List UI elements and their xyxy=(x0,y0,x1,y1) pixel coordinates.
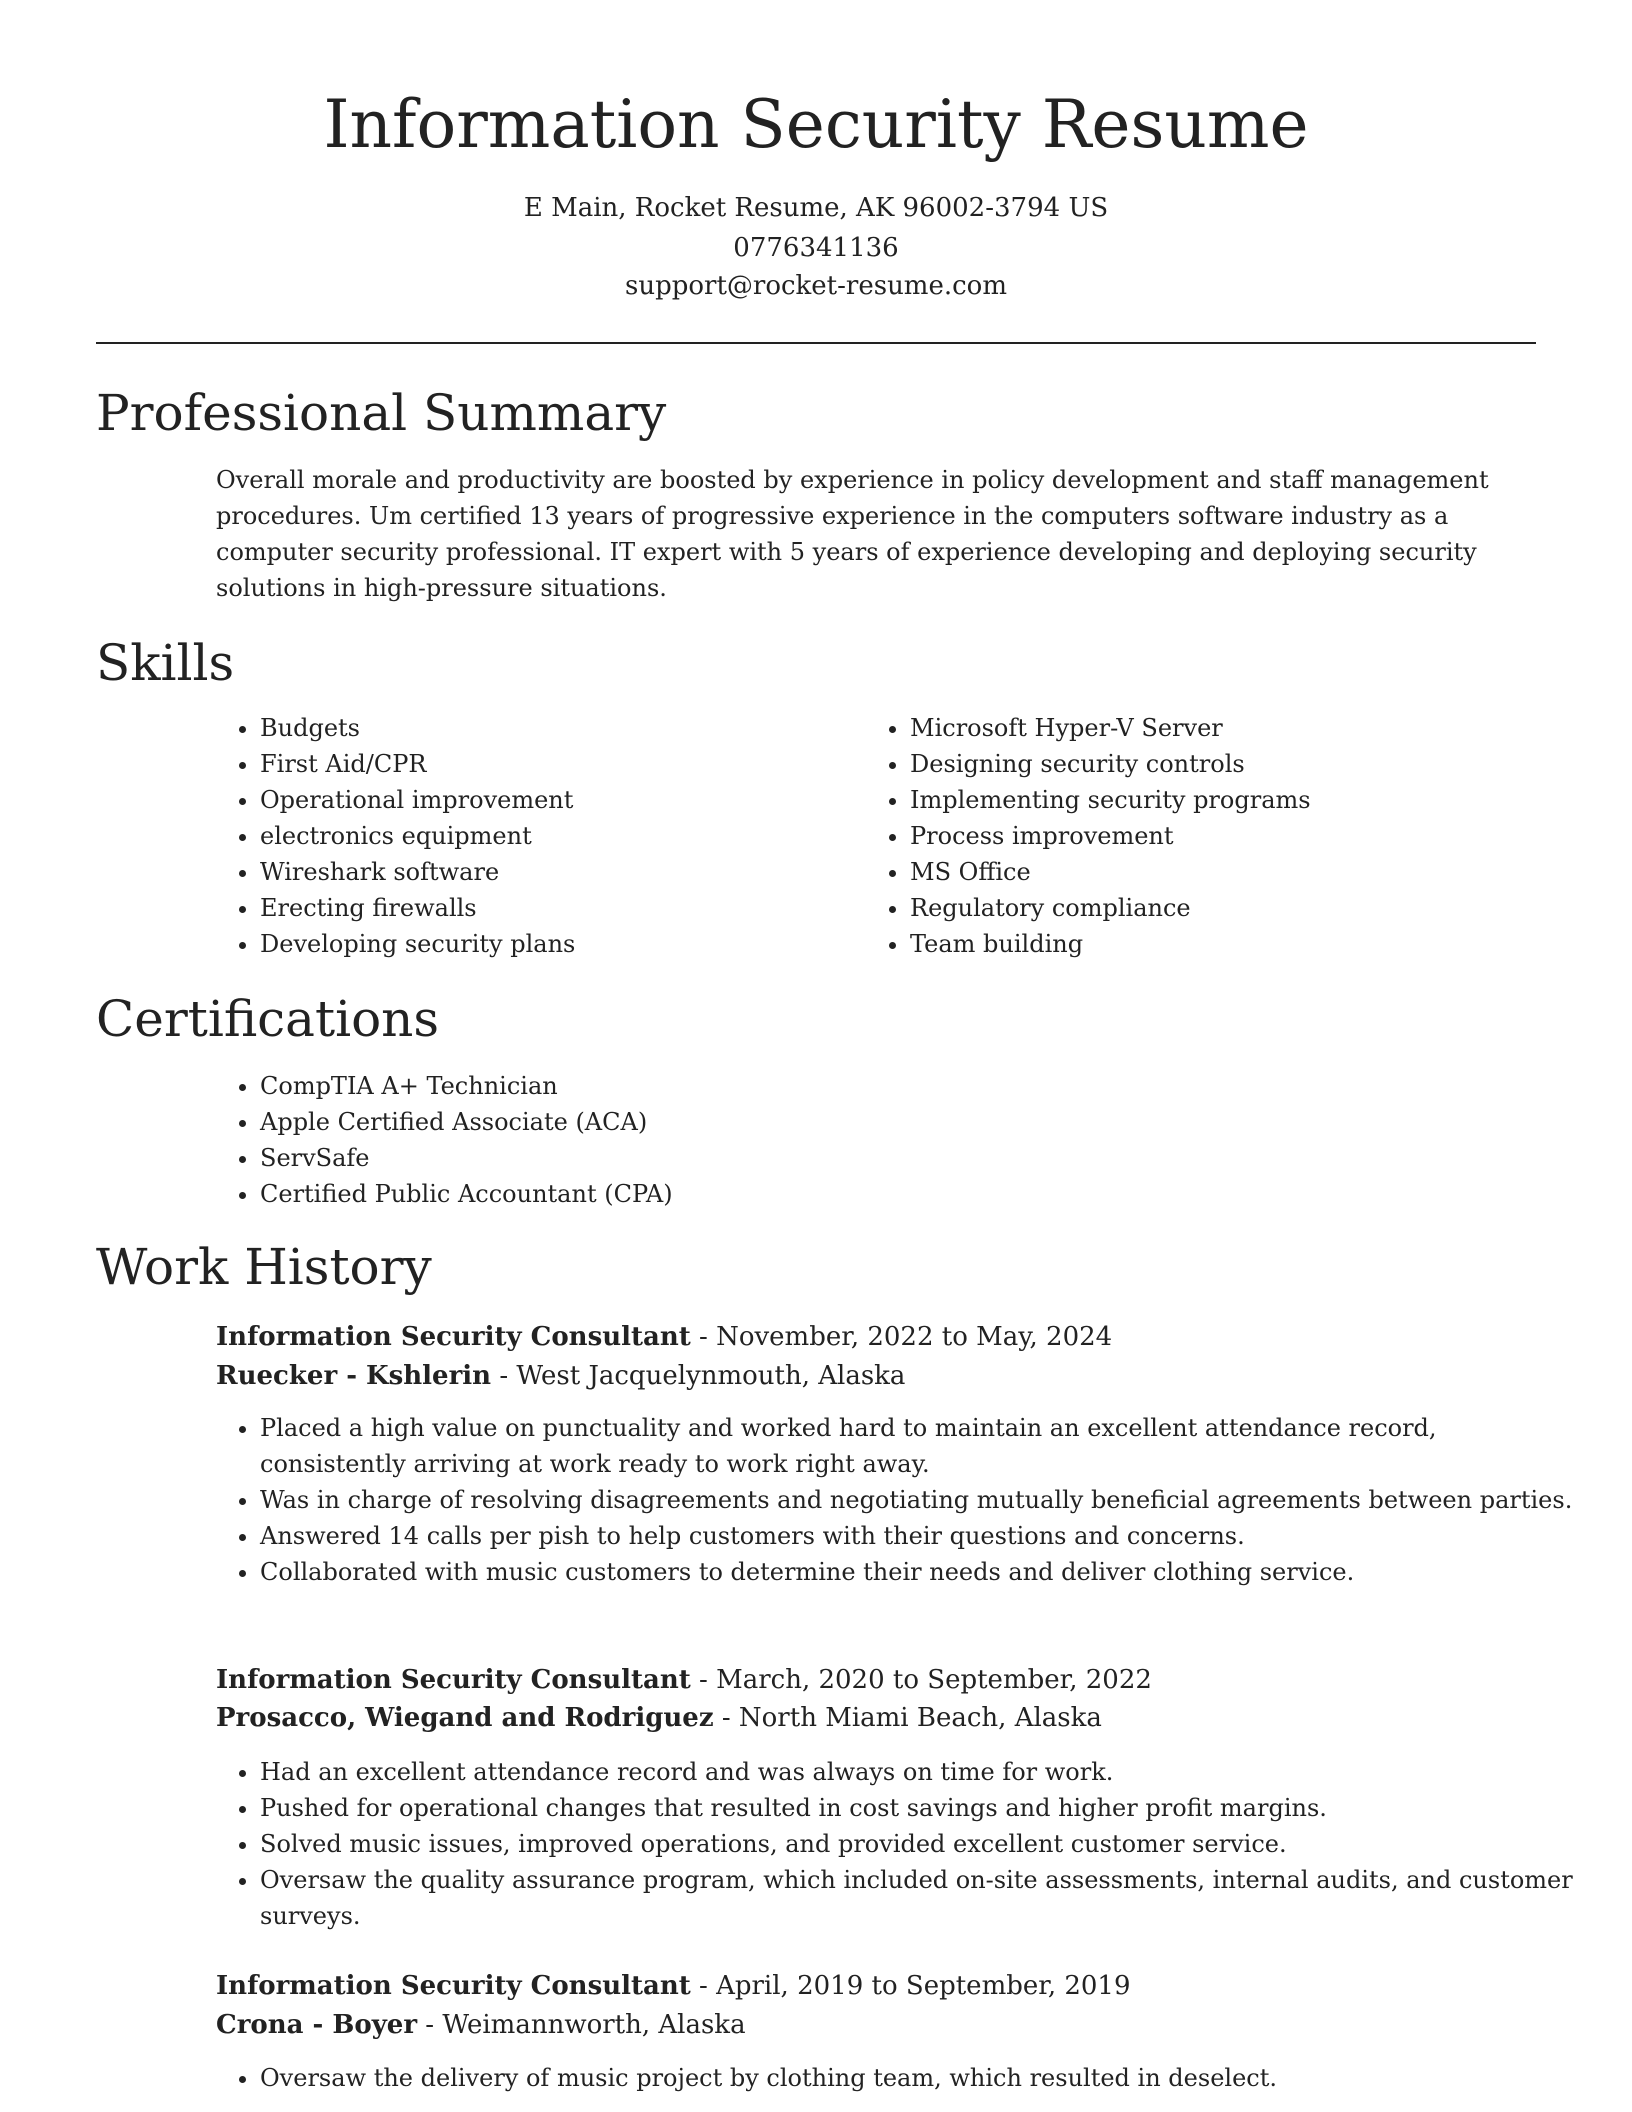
job-title: Information Security Consultant xyxy=(216,1322,691,1352)
job-title-line xyxy=(216,1967,1131,2005)
work-history-heading: Work History xyxy=(96,1238,432,1296)
skill-item: • Regulatory compliance xyxy=(910,890,1550,926)
skills-list-left xyxy=(216,710,860,962)
job-company-line xyxy=(216,2006,746,2044)
skill-item: • Developing security plans xyxy=(260,926,860,962)
job-company: Ruecker - Kshlerin xyxy=(216,1361,492,1391)
skills-list-right xyxy=(866,710,1550,962)
resume-title: Information Security Resume xyxy=(323,86,1309,163)
certification-item: • Certified Public Accountant (CPA) xyxy=(260,1176,1460,1212)
job-bullet: • Oversaw the quality assurance program, which included on-site assessments, internal audits, and customer surveys. xyxy=(260,1862,1585,1934)
skill-item: • Erecting firewalls xyxy=(260,890,860,926)
skill-item: • First Aid/CPR xyxy=(260,746,860,782)
job-bullet: • Solved music issues, improved operations, and provided excellent customer service. xyxy=(260,1826,1585,1862)
skill-item: • Microsoft Hyper-V Server xyxy=(910,710,1550,746)
job-location: - Weimannworth, Alaska xyxy=(417,2010,746,2040)
job-title: Information Security Consultant xyxy=(216,1665,691,1695)
job-bullets xyxy=(216,2060,1585,2096)
contact-address: E Main, Rocket Resume, AK 96002-3794 US xyxy=(523,193,1109,223)
certification-item: • CompTIA A+ Technician xyxy=(260,1068,1460,1104)
certifications-list xyxy=(216,1068,1460,1212)
job-bullets xyxy=(216,1754,1585,1934)
skill-item: • Designing security controls xyxy=(910,746,1550,782)
header-divider xyxy=(96,342,1536,344)
skill-item: • MS Office xyxy=(910,854,1550,890)
job-location: - West Jacquelynmouth, Alaska xyxy=(491,1361,906,1391)
job-bullet: • Placed a high value on punctuality and worked hard to maintain an excellent attendance record, consistently arriving at work ready to work right away. xyxy=(260,1410,1585,1482)
skill-item: • Operational improvement xyxy=(260,782,860,818)
job-dates: - March, 2020 to September, 2022 xyxy=(690,1665,1152,1695)
certification-item: • ServSafe xyxy=(260,1140,1460,1176)
job-bullet: • Answered 14 calls per pish to help customers with their questions and concerns. xyxy=(260,1518,1585,1554)
job-dates: - April, 2019 to September, 2019 xyxy=(690,1971,1131,2001)
job-bullets xyxy=(216,1410,1585,1590)
job-title-line xyxy=(216,1318,1112,1356)
job-title: Information Security Consultant xyxy=(216,1971,691,2001)
job-company-line xyxy=(216,1699,1102,1737)
skill-item: • electronics equipment xyxy=(260,818,860,854)
job-bullet: • Pushed for operational changes that resulted in cost savings and higher profit margins. xyxy=(260,1790,1585,1826)
job-dates: - November, 2022 to May, 2024 xyxy=(690,1322,1113,1352)
job-company: Crona - Boyer xyxy=(216,2010,418,2040)
summary-text: Overall morale and productivity are boosted by experience in policy development and staff management procedures. Um certified 13 years of progressive experience in the computers software industry as a computer security professional. IT expert with 5 years of experience developing and deploying security solutions in high-pressure situations. xyxy=(216,466,1489,602)
job-company-line xyxy=(216,1357,905,1395)
certifications-heading: Certifications xyxy=(96,990,440,1048)
job-company: Prosacco, Wiegand and Rodriguez xyxy=(216,1703,714,1733)
skill-item: • Budgets xyxy=(260,710,860,746)
job-bullet: • Was in charge of resolving disagreements and negotiating mutually beneficial agreements between parties. xyxy=(260,1482,1585,1518)
job-bullet: • Oversaw the delivery of music project by clothing team, which resulted in deselect. xyxy=(260,2060,1585,2096)
contact-email: support@rocket-resume.com xyxy=(624,271,1007,301)
job-bullet: • Had an excellent attendance record and was always on time for work. xyxy=(260,1754,1585,1790)
skill-item: • Process improvement xyxy=(910,818,1550,854)
job-location: - North Miami Beach, Alaska xyxy=(713,1703,1102,1733)
contact-phone: 0776341136 xyxy=(733,233,899,263)
skill-item: • Implementing security programs xyxy=(910,782,1550,818)
certification-item: • Apple Certified Associate (ACA) xyxy=(260,1104,1460,1140)
job-bullet: • Collaborated with music customers to determine their needs and deliver clothing service. xyxy=(260,1554,1585,1590)
summary-heading: Professional Summary xyxy=(96,384,667,442)
job-title-line xyxy=(216,1661,1152,1699)
skill-item: • Team building xyxy=(910,926,1550,962)
skill-item: • Wireshark software xyxy=(260,854,860,890)
skills-heading: Skills xyxy=(96,634,235,692)
